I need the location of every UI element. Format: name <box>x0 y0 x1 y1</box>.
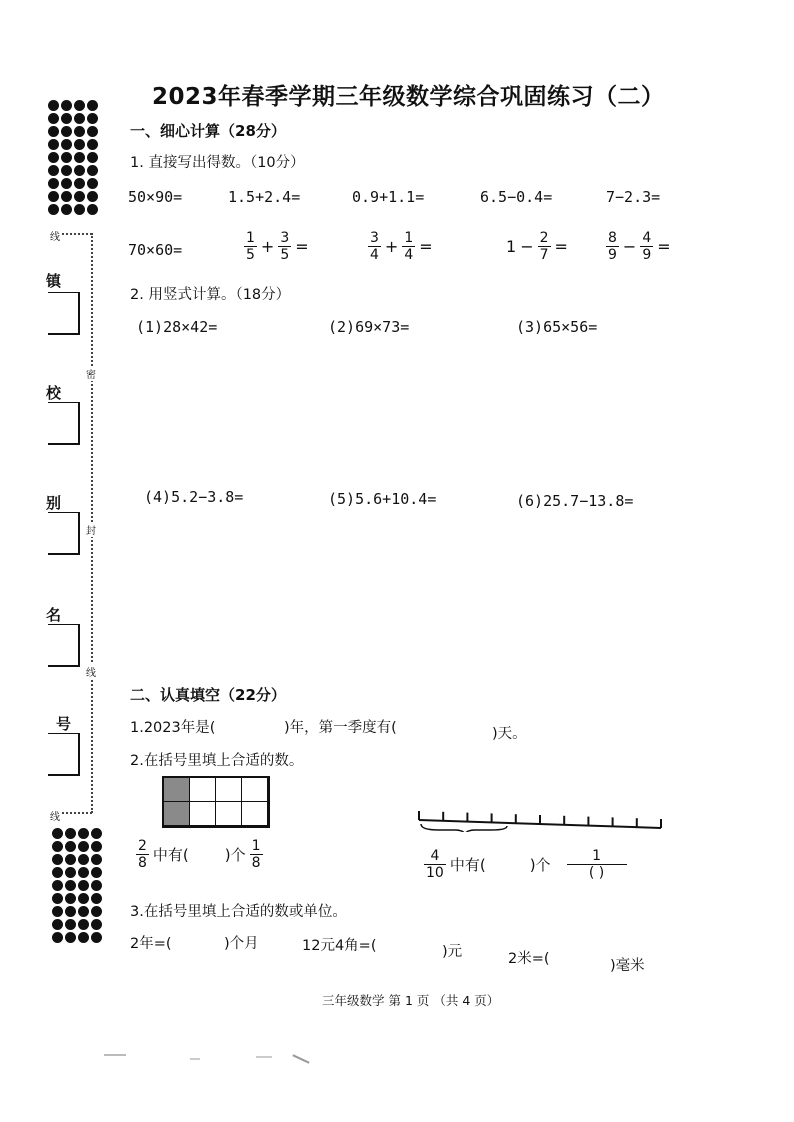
unit-item-3b: )毫米 <box>610 958 645 974</box>
vertical-calc-item: (1)28×42= <box>136 318 218 336</box>
margin-dot <box>52 906 63 917</box>
side-box-bie[interactable] <box>48 512 80 555</box>
margin-dot <box>74 100 85 111</box>
margin-dot <box>48 178 59 189</box>
margin-dot <box>61 100 72 111</box>
margin-dot <box>87 100 98 111</box>
margin-dot <box>91 880 102 891</box>
margin-dot <box>61 204 72 215</box>
margin-dot <box>52 932 63 943</box>
margin-dot <box>78 932 89 943</box>
margin-word-feng: 封 <box>86 522 96 537</box>
margin-dot <box>52 880 63 891</box>
fill-q1-part3: )天。 <box>492 726 527 742</box>
fraction-expr-2: $\frac{3}{4}$ + $\frac{1}{4}$ = <box>370 230 433 263</box>
margin-dot <box>91 932 102 943</box>
fraction: $\frac{2}{7}$ <box>539 230 549 263</box>
unit-item-2a: 12元4角=( <box>302 938 377 954</box>
side-label-hao: 号 <box>56 715 72 733</box>
margin-dot <box>78 893 89 904</box>
margin-dot <box>91 841 102 852</box>
scan-mark <box>256 1056 272 1058</box>
unit-item-1a: 2年=( <box>130 936 172 952</box>
grid-cell <box>216 802 242 826</box>
margin-dot <box>65 893 76 904</box>
margin-dot <box>91 854 102 865</box>
fraction-expr-3: 1 − $\frac{2}{7}$ = <box>506 230 568 263</box>
calc-item: 1.5+2.4= <box>228 188 301 206</box>
scan-mark <box>292 1054 309 1063</box>
page-footer: 三年级数学 第 1 页 （共 4 页） <box>322 993 500 1008</box>
fraction-grid <box>162 776 270 828</box>
calc-item: 7−2.3= <box>606 188 661 206</box>
margin-dot <box>74 152 85 163</box>
margin-dot <box>52 841 63 852</box>
fraction: $\frac{4}{10}$ <box>426 848 444 881</box>
fraction: $\frac{1}{( )}$ <box>567 848 627 881</box>
margin-dot <box>48 126 59 137</box>
fraction: $\frac{8}{9}$ <box>608 230 617 263</box>
fraction: $\frac{1}{8}$ <box>251 838 261 871</box>
grid-cell <box>216 778 242 802</box>
margin-dot <box>87 113 98 124</box>
margin-dot <box>52 893 63 904</box>
fraction: $\frac{1}{4}$ <box>404 230 414 263</box>
fill-q1-part1: 1.2023年是( <box>130 720 216 736</box>
margin-dot <box>91 828 102 839</box>
margin-dot <box>48 191 59 202</box>
margin-dot <box>65 880 76 891</box>
side-label-ming: 名 <box>46 606 62 624</box>
margin-dot <box>52 854 63 865</box>
margin-dot <box>52 828 63 839</box>
calc-item: 6.5−0.4= <box>480 188 553 206</box>
number-line <box>415 802 665 832</box>
vertical-calc-item: (2)69×73= <box>328 318 410 336</box>
margin-dot <box>61 152 72 163</box>
margin-dotted-top <box>62 233 92 235</box>
margin-dot <box>87 191 98 202</box>
calc-item: 70×60= <box>128 241 183 259</box>
page-title: 2023年春季学期三年级数学综合巩固练习（二） <box>152 84 665 110</box>
side-label-zhen: 镇 <box>46 272 62 290</box>
margin-word-top: 线 <box>50 232 60 243</box>
dot-block-bottom <box>52 828 102 943</box>
dot-block-top <box>48 100 98 215</box>
side-label-bie: 别 <box>46 494 62 512</box>
margin-dot <box>74 204 85 215</box>
calc-item: 50×90= <box>128 188 183 206</box>
unit-item-2b: )元 <box>442 944 463 960</box>
vertical-calc-item: (3)65×56= <box>516 318 598 336</box>
margin-dot <box>74 126 85 137</box>
margin-dot <box>74 113 85 124</box>
fill-q2-prompt: 2.在括号里填上合适的数。 <box>130 753 304 769</box>
margin-dot <box>74 139 85 150</box>
margin-dot <box>65 906 76 917</box>
margin-dot <box>61 191 72 202</box>
fraction: $\frac{1}{5}$ <box>246 230 255 263</box>
vertical-calc-item: (5)5.6+10.4= <box>328 490 437 508</box>
fraction: $\frac{4}{9}$ <box>642 230 652 263</box>
fraction-expr-4: $\frac{8}{9}$ − $\frac{4}{9}$ = <box>608 230 671 263</box>
margin-dot <box>52 867 63 878</box>
margin-dot <box>87 139 98 150</box>
margin-dot <box>91 919 102 930</box>
margin-dot <box>61 178 72 189</box>
margin-dot <box>78 867 89 878</box>
section1-heading: 一、细心计算（28分） <box>130 122 286 140</box>
grid-cell-shaded <box>164 778 190 802</box>
margin-dot <box>91 867 102 878</box>
margin-dot <box>48 165 59 176</box>
margin-dot <box>78 880 89 891</box>
fill-q3-prompt: 3.在括号里填上合适的数或单位。 <box>130 904 347 920</box>
margin-dot <box>65 841 76 852</box>
scan-mark <box>104 1054 126 1056</box>
side-box-ming[interactable] <box>48 624 80 667</box>
margin-dot <box>87 126 98 137</box>
fraction: $\frac{2}{8}$ <box>138 838 147 871</box>
margin-word-xian: 线 <box>86 664 96 679</box>
calc-item: 0.9+1.1= <box>352 188 425 206</box>
margin-dotted-bottom <box>62 812 92 814</box>
margin-dot <box>78 841 89 852</box>
unit-item-1b: )个月 <box>224 936 259 952</box>
scan-mark <box>190 1058 200 1060</box>
margin-dot <box>87 152 98 163</box>
grid-cell <box>190 802 216 826</box>
margin-word-mi: 密 <box>86 366 96 381</box>
section2-heading: 二、认真填空（22分） <box>130 686 286 704</box>
fraction: $\frac{3}{4}$ <box>370 230 379 263</box>
vertical-calc-item: (4)5.2−3.8= <box>144 488 244 506</box>
fraction: $\frac{3}{5}$ <box>280 230 290 263</box>
margin-word-bottom: 线 <box>50 812 60 823</box>
fill-q1-part2: )年，第一季度有( <box>284 720 397 736</box>
margin-dot <box>65 919 76 930</box>
grid-cell <box>242 778 268 802</box>
margin-dot <box>52 919 63 930</box>
side-box-xiao[interactable] <box>48 402 80 445</box>
margin-dot <box>48 204 59 215</box>
margin-dot <box>78 854 89 865</box>
q1-prompt: 1. 直接写出得数。（10分） <box>130 155 305 171</box>
vertical-calc-item: (6)25.7−13.8= <box>516 492 634 510</box>
margin-dot <box>87 165 98 176</box>
margin-dot <box>91 906 102 917</box>
margin-dot <box>74 191 85 202</box>
grid-fraction-question: $\frac{2}{8}$ 中有( )个 $\frac{1}{8}$ <box>138 838 261 871</box>
margin-dot <box>78 828 89 839</box>
margin-dot <box>74 178 85 189</box>
margin-dot <box>61 113 72 124</box>
side-box-hao[interactable] <box>48 733 80 776</box>
grid-cell <box>242 802 268 826</box>
margin-dot <box>48 152 59 163</box>
grid-cell <box>190 778 216 802</box>
margin-dot <box>65 932 76 943</box>
margin-dot <box>78 919 89 930</box>
line-fraction-question: $\frac{4}{10}$ 中有( )个 $\frac{1}{( )}$ <box>424 848 627 881</box>
margin-dot <box>61 139 72 150</box>
q2-prompt: 2. 用竖式计算。（18分） <box>130 287 291 303</box>
grid-cell-shaded <box>164 802 190 826</box>
side-box-zhen[interactable] <box>48 292 80 335</box>
margin-dot <box>48 139 59 150</box>
margin-dot <box>48 100 59 111</box>
margin-dot <box>87 178 98 189</box>
margin-dot <box>87 204 98 215</box>
margin-dot <box>65 828 76 839</box>
margin-dot <box>48 113 59 124</box>
fraction-expr-1: $\frac{1}{5}$ + $\frac{3}{5}$ = <box>246 230 309 263</box>
margin-dot <box>61 165 72 176</box>
margin-dot <box>91 893 102 904</box>
margin-dot <box>61 126 72 137</box>
margin-dot <box>65 867 76 878</box>
margin-dot <box>74 165 85 176</box>
side-label-xiao: 校 <box>46 384 62 402</box>
unit-item-3a: 2米=( <box>508 951 550 967</box>
margin-dot <box>65 854 76 865</box>
margin-dot <box>78 906 89 917</box>
